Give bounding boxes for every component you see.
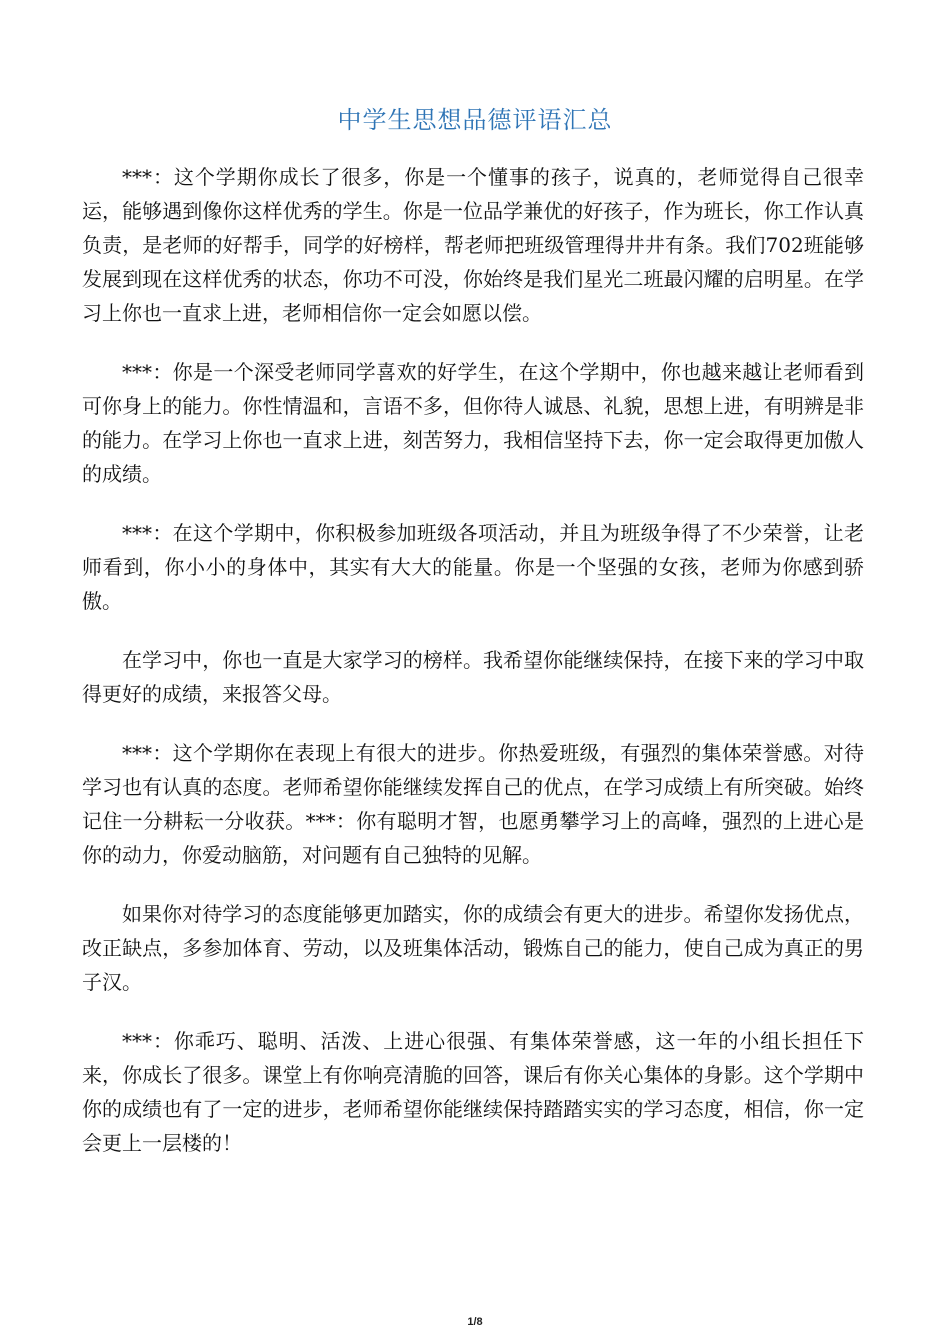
paragraph-3: ***：在这个学期中，你积极参加班级各项活动，并且为班级争得了不少荣誉，让老师看到，你小小的身体中，其实有大大的能量。你是一个坚强的女孩，老师为你感到骄傲。 xyxy=(82,521,864,613)
document-body xyxy=(82,160,864,1185)
paragraph-7: ***：你乖巧、聪明、活泼、上进心很强、有集体荣誉感，这一年的小组长担任下来，你成长了很多。课堂上有你响亮清脆的回答，课后有你关心集体的身影。这个学期中你的成绩也有了一定的进步，老师希望你能继续保持踏踏实实的学习态度，相信，你一定会更上一层楼的！ xyxy=(82,1029,864,1155)
document-title: 中学生思想品德评语汇总 xyxy=(337,106,613,134)
page-number: 1/8 xyxy=(467,1316,483,1328)
paragraph-6: 如果你对待学习的态度能够更加踏实，你的成绩会有更大的进步。希望你发扬优点，改正缺点，多参加体育、劳动，以及班集体活动，锻炼自己的能力，使自己成为真正的男子汉。 xyxy=(82,902,864,994)
paragraph-4: 在学习中，你也一直是大家学习的榜样。我希望你能继续保持，在接下来的学习中取得更好的成绩，来报答父母。 xyxy=(82,648,864,706)
paragraph-1: ***：这个学期你成长了很多，你是一个懂事的孩子，说真的，老师觉得自己很幸运，能够遇到像你这样优秀的学生。你是一位品学兼优的好孩子，作为班长，你工作认真负责，是老师的好帮手，同学的好榜样，帮老师把班级管理得井井有条。我们702班能够发展到现在这样优秀的状态，你功不可没，你始终是我们星光二班最闪耀的启明星。在学习上你也一直求上进，老师相信你一定会如愿以偿。 xyxy=(82,165,864,325)
paragraph-2: ***：你是一个深受老师同学喜欢的好学生，在这个学期中，你也越来越让老师看到可你身上的能力。你性情温和，言语不多，但你待人诚恳、礼貌，思想上进，有明辨是非的能力。在学习上你也一直求上进，刻苦努力，我相信坚持下去，你一定会取得更加傲人的成绩。 xyxy=(82,360,864,486)
paragraph-5: ***：这个学期你在表现上有很大的进步。你热爱班级，有强烈的集体荣誉感。对待学习也有认真的态度。老师希望你能继续发挥自己的优点，在学习成绩上有所突破。始终记住一分耕耘一分收获。***：你有聪明才智，也愿勇攀学习上的高峰，强烈的上进心是你的动力，你爱动脑筋，对问题有自己独特的见解。 xyxy=(82,741,864,867)
